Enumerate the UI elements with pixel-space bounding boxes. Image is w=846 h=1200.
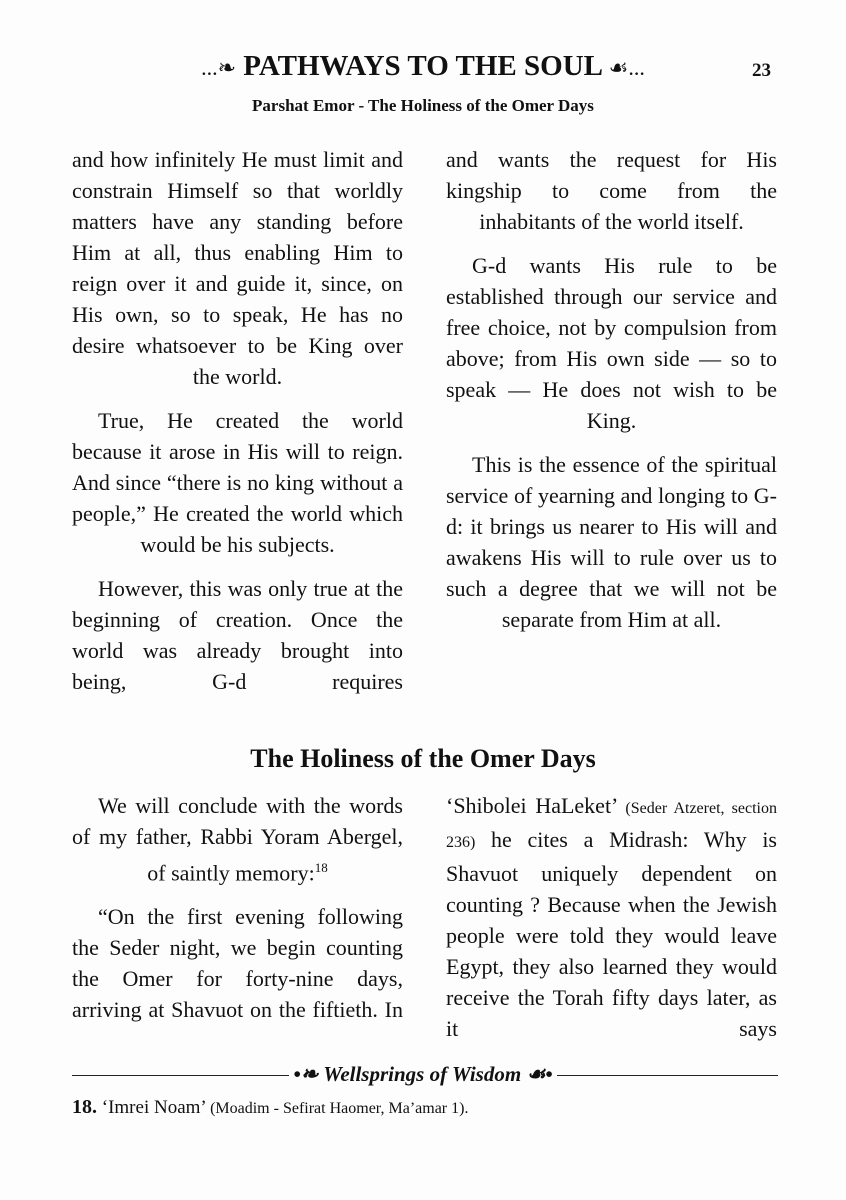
- top-right-column: [446, 144, 777, 648]
- ornament-right-icon: ☙...: [608, 55, 645, 80]
- paragraph-text: he cites a Midrash: Why is Shavuot uniquely dependent on counting ? Because when the Jewish people were told they would leave Egypt, they also learned they would receive the Torah fifty days later, as it says: [446, 827, 777, 1041]
- bottom-left-column: [72, 790, 403, 1038]
- page-number: 23: [752, 60, 771, 81]
- paragraph: However, this was only true at the beginning of creation. Once the world was already brought into being, G-d requires: [72, 576, 403, 694]
- top-left-column: [72, 144, 403, 710]
- source-title: ‘Shibolei HaLeket’: [446, 793, 626, 818]
- footnote: [72, 1096, 468, 1119]
- paragraph: and how infinitely He must limit and constrain Himself so that worldly matters have any standing before Him at all, thus enabling Him to reign over it and guide it, since, on His own, so to speak, He has no desire whatsoever to be King over the world.: [72, 147, 403, 389]
- paragraph: This is the essence of the spiritual service of yearning and longing to G-d: it brings us nearer to His will and awakens His will to rule over us to such a degree that we will not be separate from Him at all.: [446, 452, 777, 632]
- ornament-left-icon: ...❧: [201, 55, 237, 80]
- footnote-title: ‘Imrei Noam’: [101, 1097, 206, 1118]
- banner-text: Wellsprings of Wisdom: [323, 1062, 522, 1086]
- footer-banner: [0, 1062, 846, 1087]
- paragraph: [72, 790, 403, 888]
- footnote-number: 18.: [72, 1096, 97, 1118]
- source-reference: (Seder Atzeret, section 236): [446, 800, 777, 851]
- running-header: [0, 50, 846, 83]
- footnote-reference: (Moadim - Sefirat Haomer, Ma’amar 1).: [210, 1100, 469, 1117]
- paragraph: [446, 790, 777, 1044]
- chapter-subtitle: Parshat Emor - The Holiness of the Omer Days: [252, 96, 594, 115]
- paragraph-text: We will conclude with the words of my father, Rabbi Yoram Abergel, of saintly memory:: [72, 793, 403, 886]
- paragraph: True, He created the world because it arose in His will to reign. And since “there is no king without a people,” He created the world which would be his subjects.: [72, 408, 403, 557]
- paragraph: “On the first evening following the Seder night, we begin counting the Omer for forty-nine days, arriving at Shavuot on the fiftieth. In: [72, 904, 403, 1023]
- ornament-left-icon: •❧: [293, 1062, 319, 1086]
- section-heading: The Holiness of the Omer Days: [250, 744, 596, 773]
- book-title: PATHWAYS TO THE SOUL: [243, 50, 602, 82]
- footnote-ref[interactable]: 18: [314, 860, 328, 875]
- ornament-right-icon: ☙•: [526, 1062, 553, 1086]
- paragraph: G-d wants His rule to be established through our service and free choice, not by compulsion from above; from His own side — so to speak — He does not wish to be King.: [446, 253, 777, 433]
- bottom-right-column: [446, 790, 777, 1057]
- paragraph: and wants the request for His kingship to come from the inhabitants of the world itself.: [446, 147, 777, 234]
